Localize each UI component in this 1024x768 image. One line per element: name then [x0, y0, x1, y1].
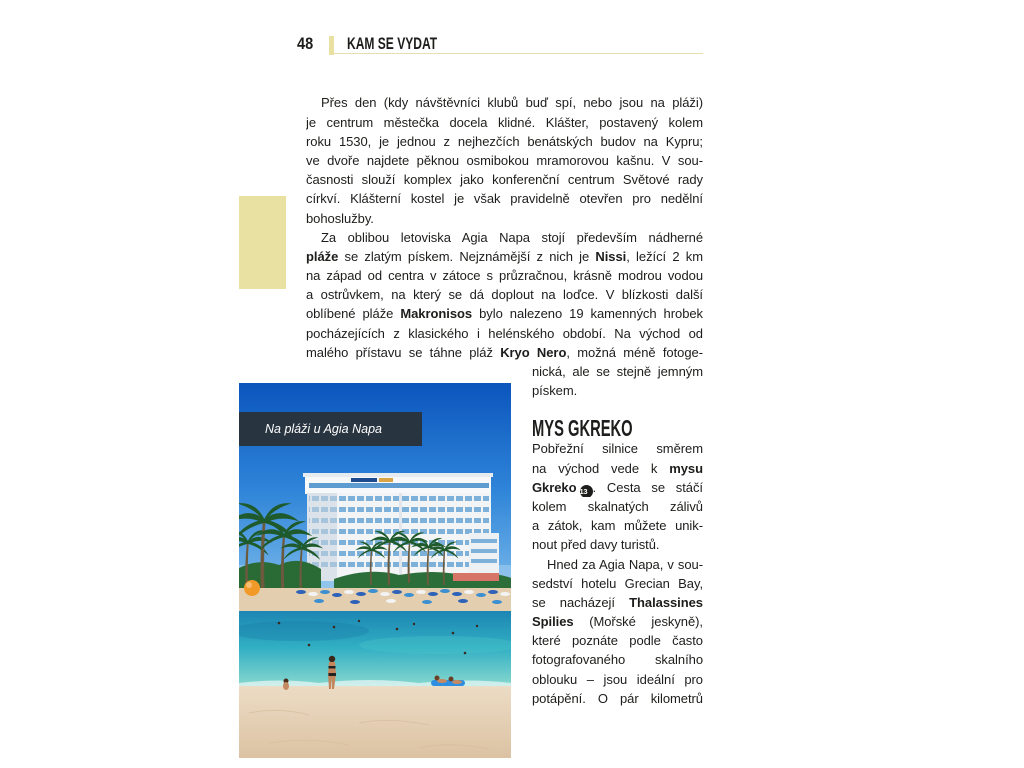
paragraph [306, 93, 703, 227]
bold-term: mysu [669, 460, 703, 476]
text-line: které poznáte podle často [532, 633, 703, 649]
main-text-column-narrow [532, 362, 703, 400]
text-line: Přes den (kdy návštěvníci klubů buď spí, nebo jsou na pláži) [321, 95, 703, 111]
text-line: pocházejících z klasického i helénského období. Na východ od [306, 325, 703, 341]
section-text-column [532, 439, 703, 708]
running-head-title: KAM SE VYDAT [347, 35, 438, 53]
text-line: na východ vede k mysu [532, 460, 703, 476]
bold-term: Gkreko [532, 479, 577, 495]
text-line: sedství hotelu Grecian Bay, [532, 575, 703, 591]
text-line: církví. Klášterní kostel je však pravidelně otevřen pro nedělní [306, 191, 703, 207]
bold-term: Kryo Nero [500, 344, 567, 360]
text-line: Spilies (Mořské jeskyně), [532, 614, 703, 630]
text-line: kolem skalnatých zálivů [532, 498, 703, 514]
text-line: na západ od centra v zátoce s průzračnou, krásně modrou vodou [306, 268, 703, 284]
main-text-column [306, 93, 703, 362]
text-line: Hned za Agia Napa, v sou- [547, 556, 703, 572]
text-line: časnosti slouží komplex jako konferenční centrum Světové rady [306, 172, 703, 188]
bold-term: Thalassines [629, 594, 703, 610]
text-line: se nacházejí Thalassines [532, 594, 703, 610]
bold-term: Makronisos [400, 306, 473, 322]
text-line: bohoslužby. [306, 210, 374, 226]
text-line: ve dvoře najdete pěknou osmibokou mramorovou kašnu. V sou- [306, 152, 703, 168]
text-line: nout před davy turistů. [532, 537, 660, 553]
text-line: nická, ale se stejně jemným [532, 364, 703, 380]
bold-term: Nissi [595, 248, 627, 264]
text-line: potápění. O pár kilometrů [532, 690, 703, 706]
text-line: pískem. [532, 383, 578, 399]
paragraph [532, 555, 703, 709]
map-marker-badge: 13 [580, 485, 593, 497]
page-number: 48 [297, 35, 314, 53]
text-line: je centrum městečka docela klidné. Klášter, postavený kolem [306, 114, 703, 130]
paragraph [532, 439, 703, 554]
text-line: oblouku – jsou ideální pro [532, 671, 703, 687]
text-line: a ostrůvkem, na který se dá doplout na loďce. V blízkosti další [306, 287, 703, 303]
text-line: Pobřežní silnice směrem [532, 441, 703, 457]
section-heading: MYS GKREKO [532, 415, 633, 441]
running-head-rule [334, 53, 703, 54]
bold-term: pláže [306, 248, 339, 264]
text-line: roku 1530, je jednou z nejhezčích benátských budov na Kypru; [306, 133, 703, 149]
text-line: malého přístavu se táhne pláž Kryo Nero, možná méně fotoge- [306, 344, 703, 360]
text-line: fotografovaného skalního [532, 652, 703, 668]
paragraph [306, 228, 703, 362]
text-line: oblíbené pláže Makronisos bylo nalezeno 19 kamenných hrobek [306, 306, 703, 322]
margin-accent-block [239, 196, 286, 289]
text-line: pláže se zlatým pískem. Nejznámější z nich je Nissi, ležící 2 km [306, 248, 703, 264]
text-line: a zátok, kam můžete unik- [532, 518, 703, 534]
bold-term: Spilies [532, 614, 574, 630]
text-line: Za oblibou letoviska Agia Napa stojí především nádherné [321, 229, 703, 245]
photo-caption: Na pláži u Agia Napa [239, 412, 422, 446]
text-line: Gkreko 13 . Cesta se stáčí [532, 479, 703, 496]
